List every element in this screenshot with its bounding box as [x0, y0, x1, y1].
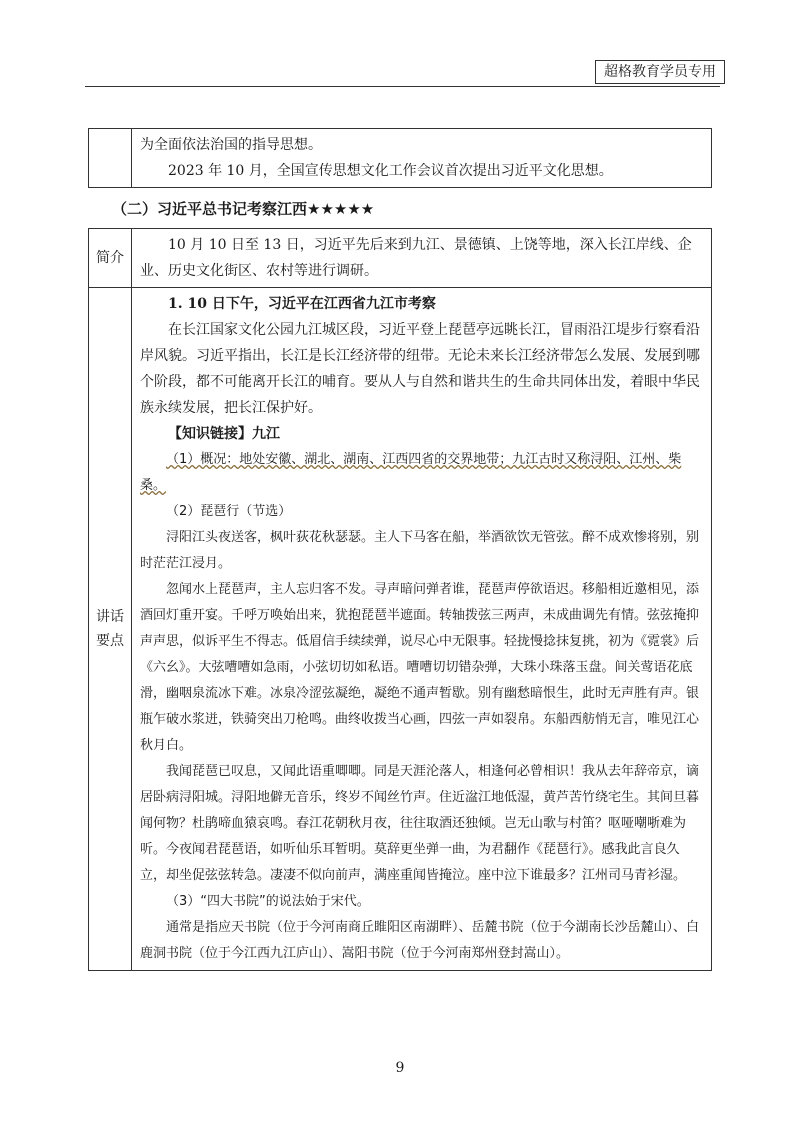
- knowledge-item-1: （1）概况：地处安徽、湖北、湖南、江西四省的交界地带；九江古时又称浔阳、江州、柴桑。: [140, 452, 682, 493]
- header-label: 超格教育学员专用: [595, 60, 725, 84]
- knowledge-title: 【知识链接】九江: [168, 426, 280, 442]
- points-content: [132, 288, 712, 971]
- point1-title: 1. 10 日下午，习近平在江西省九江市考察: [168, 296, 436, 312]
- knowledge-item-3-text: 通常是指应天书院（位于今河南商丘睢阳区南湖畔）、岳麓书院（位于今湖南长沙岳麓山）、白鹿洞书院（位于今江西九江庐山）、嵩阳书院（位于今河南郑州登封嵩山）。: [140, 920, 700, 961]
- header-divider: [85, 86, 720, 87]
- intro-label: 简介: [89, 229, 132, 288]
- knowledge-item-2-title: （2）琵琶行（节选）: [166, 504, 292, 519]
- top-line-1: 为全面依法治国的指导思想。: [140, 137, 322, 153]
- points-row: [89, 288, 712, 971]
- poem-paragraph-1: 浔阳江头夜送客，枫叶荻花秋瑟瑟。主人下马客在船，举酒欲饮无管弦。醉不成欢惨将别，别时茫茫江浸月。: [140, 530, 700, 571]
- intro-content: [132, 229, 712, 288]
- main-table: [88, 228, 712, 971]
- page-number: 9: [395, 1060, 405, 1076]
- top-table: [88, 128, 712, 188]
- section-heading: （二）习近平总书记考察江西★★★★★: [112, 200, 375, 218]
- knowledge-item-3-title: （3）“四大书院”的说法始于宋代。: [166, 894, 370, 909]
- top-table-content-cell: [132, 129, 712, 188]
- top-table-label-cell: [89, 129, 132, 188]
- point1-text: 在长江国家文化公园九江城区段，习近平登上琵琶亭远眺长江，冒雨沿江堤步行察看沿岸风貌。习近平指出，长江是长江经济带的纽带。无论未来长江经济带怎么发展、发展到哪个阶段，都不可能离开长江的哺育。要从人与自然和谐共生的生命共同体出发，着眼中华民族永续发展，把长江保护好。: [140, 322, 700, 416]
- intro-row: [89, 229, 712, 288]
- top-line-2: 2023 年 10 月，全国宣传思想文化工作会议首次提出习近平文化思想。: [168, 163, 613, 179]
- intro-text: 10 月 10 日至 13 日，习近平先后来到九江、景德镇、上饶等地，深入长江岸线、企业、历史文化街区、农村等进行调研。: [140, 237, 692, 279]
- poem-paragraph-2: 忽闻水上琵琶声，主人忘归客不发。寻声暗问弹者谁，琵琶声停欲语迟。移船相近邀相见，添酒回灯重开宴。千呼万唤始出来，犹抱琵琶半遮面。转轴拨弦三两声，未成曲调先有情。弦弦掩抑声声思，似诉平生不得志。低眉信手续续弹，说尽心中无限事。轻拢慢捻抹复挑，初为《霓裳》后《六幺》。大弦嘈嘈如急雨，小弦切切如私语。嘈嘈切切错杂弹，大珠小珠落玉盘。间关莺语花底滑，幽咽泉流冰下难。冰泉冷涩弦凝绝，凝绝不通声暂歇。别有幽愁暗恨生，此时无声胜有声。银瓶乍破水浆迸，铁骑突出刀枪鸣。曲终收拨当心画，四弦一声如裂帛。东船西舫悄无言，唯见江心秋月白。: [140, 582, 700, 753]
- points-label: 讲话要点: [89, 288, 132, 971]
- poem-paragraph-3: 我闻琵琶已叹息，又闻此语重唧唧。同是天涯沦落人，相逢何必曾相识！我从去年辞帝京，谪居卧病浔阳城。浔阳地僻无音乐，终岁不闻丝竹声。住近湓江地低湿，黄芦苦竹绕宅生。其间旦暮闻何物？杜鹃啼血猿哀鸣。春江花朝秋月夜，往往取酒还独倾。岂无山歌与村笛？呕哑嘲哳难为听。今夜闻君琵琶语，如听仙乐耳暂明。莫辞更坐弹一曲，为君翻作《琵琶行》。感我此言良久立，却坐促弦弦转急。凄凄不似向前声，满座重闻皆掩泣。座中泣下谁最多？江州司马青衫湿。: [140, 764, 700, 883]
